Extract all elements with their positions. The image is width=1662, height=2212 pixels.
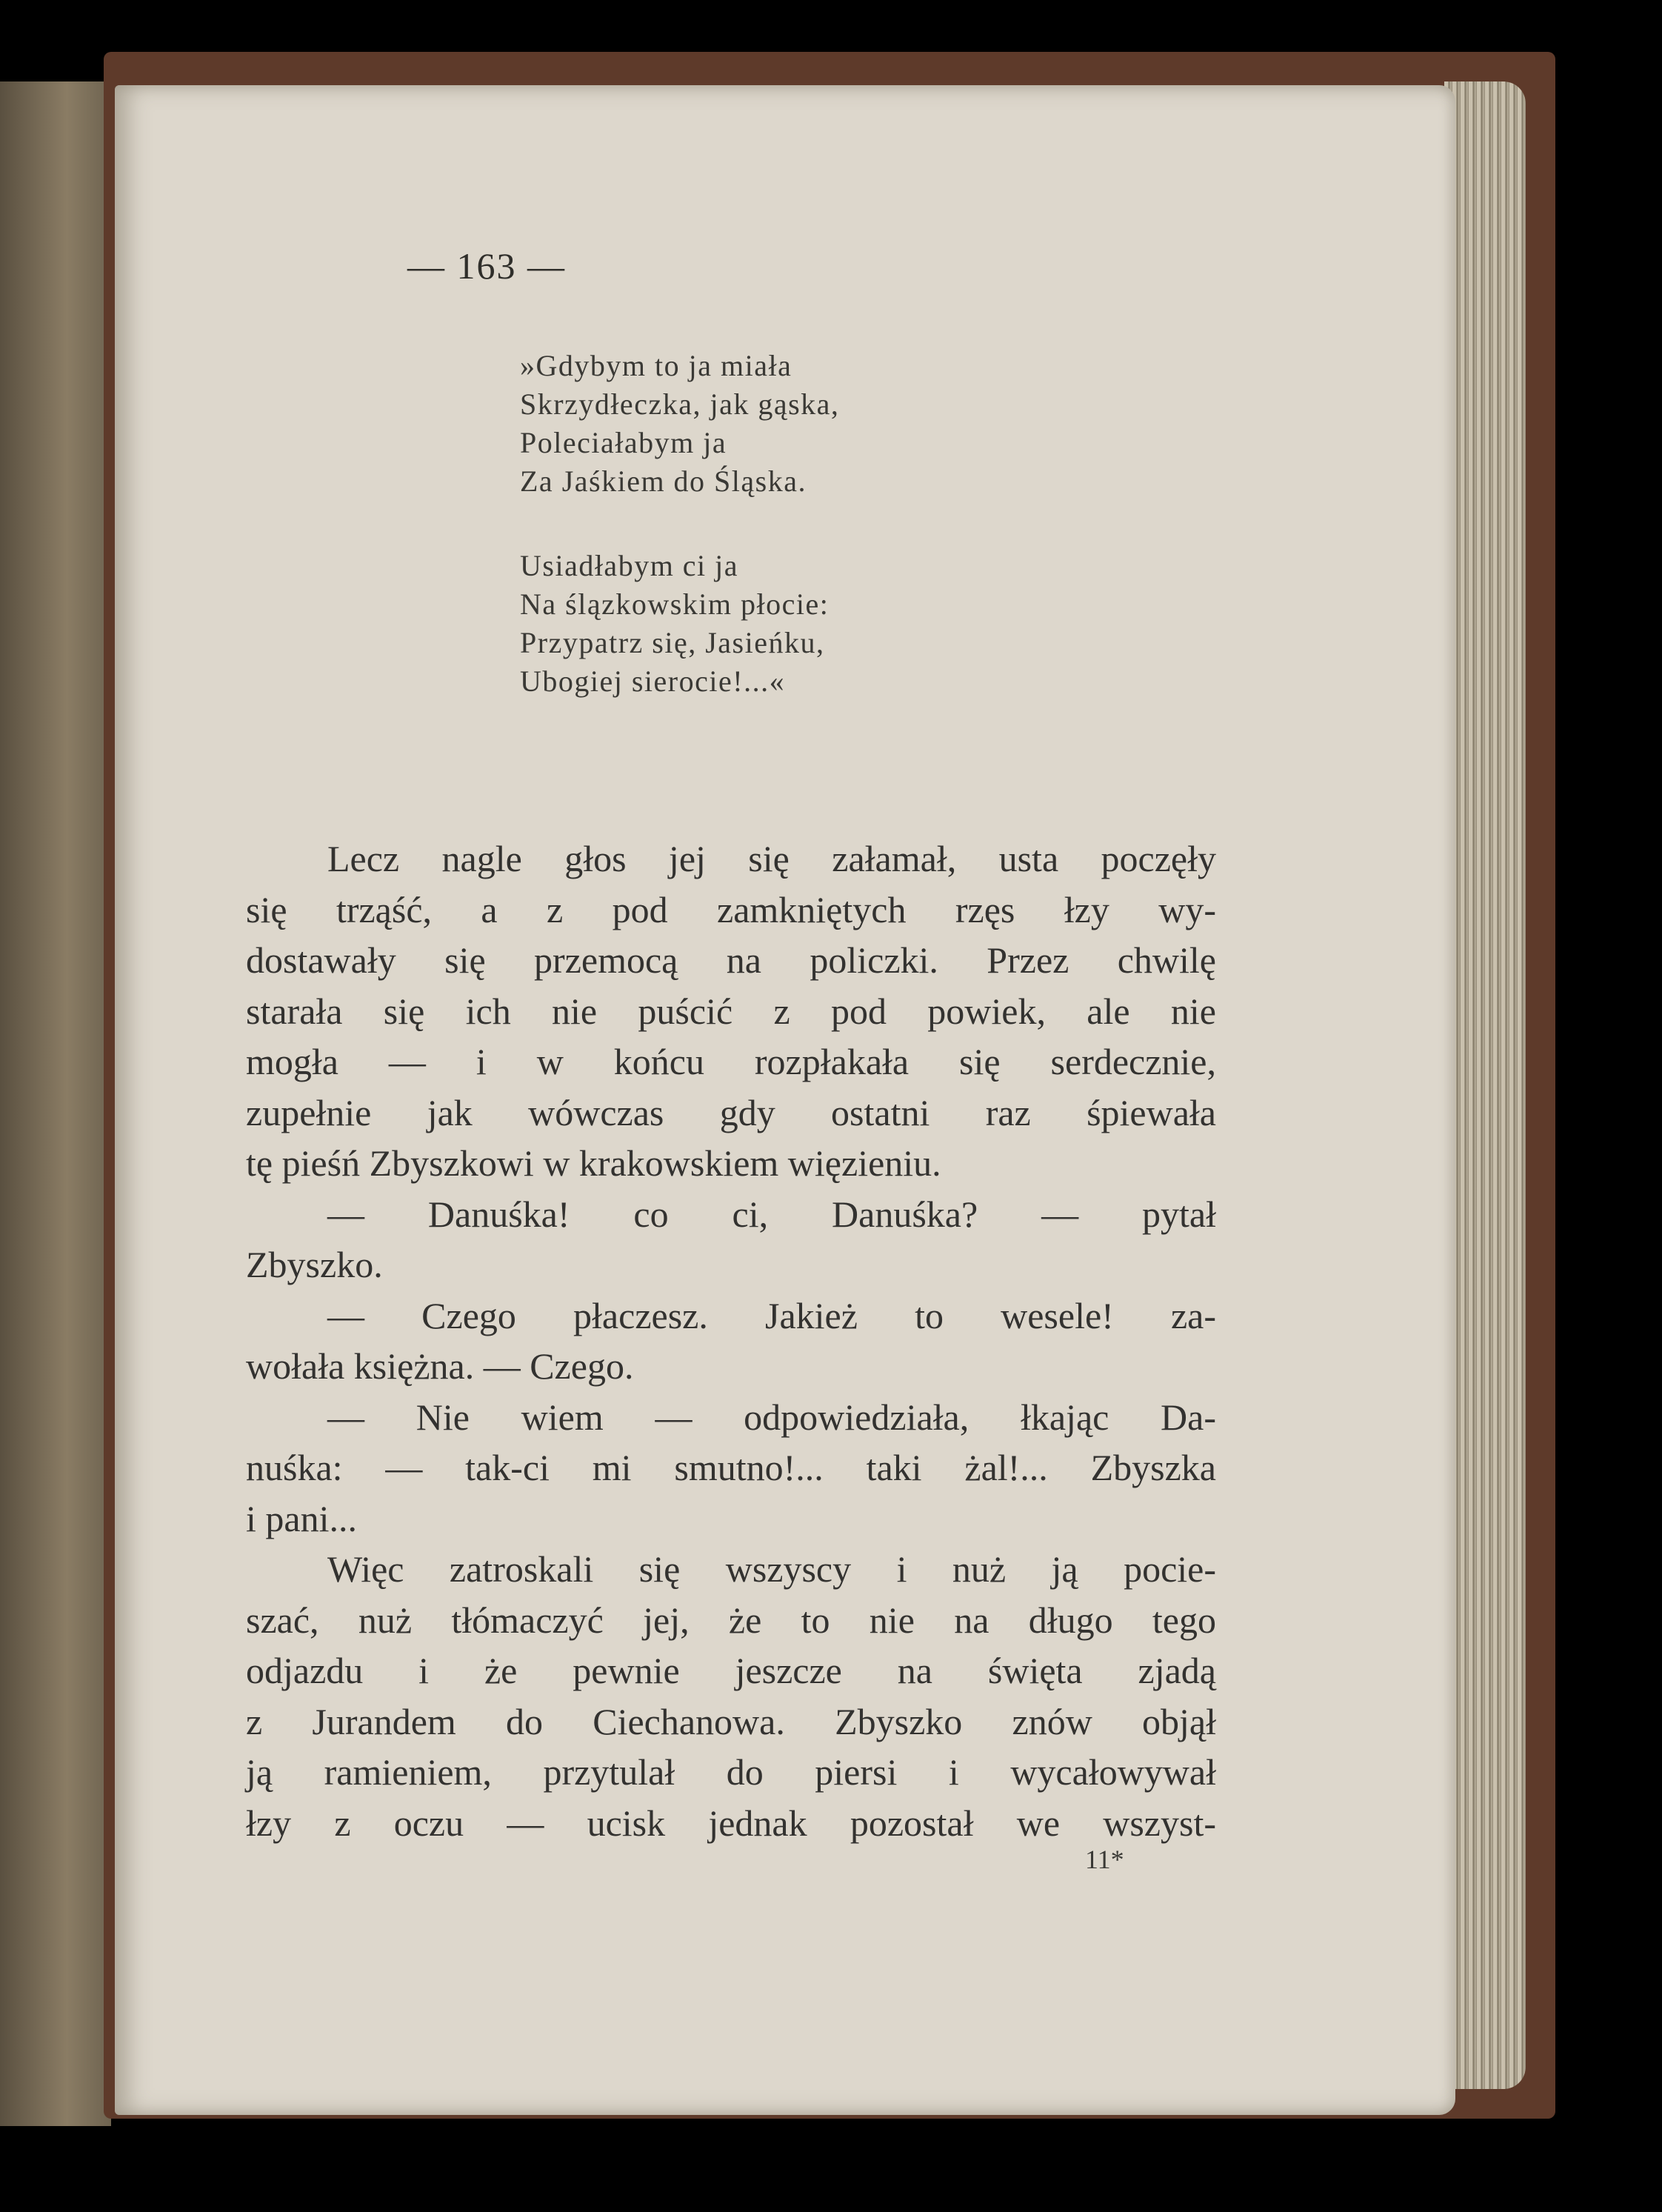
prose-line: Więc zatroskali się wszyscy i nuż ją pocie- — [327, 1548, 1216, 1590]
prose-line: szać, nuż tłómaczyć jej, że to nie na długo tego — [246, 1599, 1216, 1641]
page-edges — [1444, 81, 1526, 2089]
signature-mark: 11* — [1085, 1845, 1124, 1874]
prose-line: — Nie wiem — odpowiedziała, łkając Da- — [327, 1396, 1216, 1438]
poem-line: Na ślązkowskim płocie: — [520, 587, 830, 621]
poem-stanza-1 — [520, 347, 839, 501]
prose-body — [246, 833, 1216, 1848]
page-number: — 163 — — [407, 245, 566, 287]
prose-line: i pani... — [246, 1497, 357, 1539]
prose-line: — Czego płaczesz. Jakież to wesele! za- — [327, 1294, 1216, 1336]
prose-line: się trząść, a z pod zamkniętych rzęs łzy wy- — [246, 888, 1216, 930]
left-page-edge — [0, 81, 111, 2126]
prose-line: tę pieśń Zbyszkowi w krakowskiem więzieniu. — [246, 1142, 941, 1184]
prose-line: nuśka: — tak-ci mi smutno!... taki żal!... Zbyszka — [246, 1447, 1216, 1488]
prose-line: z Jurandem do Ciechanowa. Zbyszko znów objął — [246, 1700, 1216, 1742]
poem-line: Usiadłabym ci ja — [520, 549, 739, 582]
prose-line: łzy z oczu — ucisk jednak pozostał we wszyst- — [246, 1802, 1216, 1844]
poem-line: Skrzydłeczka, jak gąska, — [520, 387, 840, 421]
prose-line: — Danuśka! co ci, Danuśka? — pytał — [327, 1193, 1216, 1235]
prose-line: Lecz nagle głos jej się załamał, usta poczęły — [327, 838, 1216, 879]
poem — [520, 347, 839, 747]
prose-line: odjazdu i że pewnie jeszcze na święta zjadą — [246, 1650, 1216, 1691]
prose-line: wołała księżna. — Czego. — [246, 1345, 634, 1387]
book-page — [115, 85, 1455, 2115]
prose-line: zupełnie jak wówczas gdy ostatni raz śpiewała — [246, 1091, 1216, 1133]
poem-line: Poleciałabym ja — [520, 426, 727, 459]
poem-line: Za Jaśkiem do Śląska. — [520, 464, 807, 498]
prose-line: Zbyszko. — [246, 1244, 383, 1285]
prose-line: dostawały się przemocą na policzki. Przez chwilę — [246, 939, 1216, 981]
poem-line: Ubogiej sierocie!...« — [520, 664, 786, 698]
prose-line: ją ramieniem, przytulał do piersi i wycałowywał — [246, 1751, 1216, 1793]
poem-line: »Gdybym to ja miała — [520, 349, 792, 382]
poem-line: Przypatrz się, Jasieńku, — [520, 626, 825, 659]
prose-line: mogła — i w końcu rozpłakała się serdecznie, — [246, 1041, 1216, 1082]
poem-stanza-2 — [520, 547, 839, 701]
prose-line: starała się ich nie puścić z pod powiek, ale nie — [246, 990, 1216, 1032]
